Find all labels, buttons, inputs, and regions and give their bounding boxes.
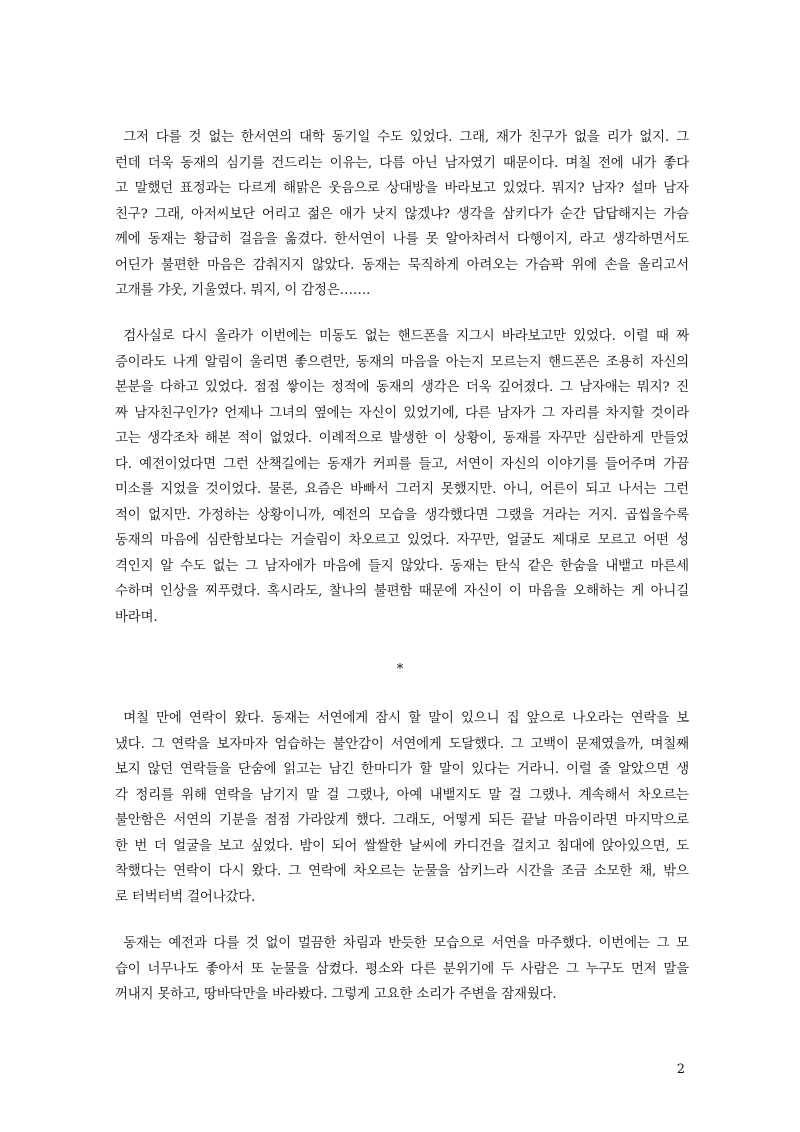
text-line: 로 터벅터벅 걸어나갔다. bbox=[115, 889, 256, 905]
text-line: 적이 없지만. 가정하는 상황이니까, 예전의 모습을 생각했다면 그랬을 거라는 거지. 곱씹을수록 bbox=[115, 507, 689, 523]
text-line: 착했다는 연락이 다시 왔다. 그 연락에 차오르는 눈물을 삼키느라 시간을 조금 소모한 채, 밖으 bbox=[115, 864, 689, 879]
text-line: 고는 생각조차 해본 적이 없었다. 이례적으로 발생한 이 상황이, 동재를 자꾸만 심란하게 만들었 bbox=[115, 431, 689, 446]
text-line: 다. 예전이었다면 그런 산책길에는 동재가 커피를 들고, 서연이 자신의 이야기를 들어주며 가끔 bbox=[115, 456, 689, 472]
text-line: 어딘가 불편한 마음은 감춰지지 않았다. 동재는 묵직하게 아려오는 가슴팍 위에 손을 올리고서 bbox=[115, 257, 689, 273]
text-line: 냈다. 그 연락을 보자마자 엄습하는 불안감이 서연에게 도달했다. 그 고백이 문제였을까, 며칠째 bbox=[115, 736, 689, 752]
paragraph-2 bbox=[115, 324, 689, 630]
paragraph-1 bbox=[115, 125, 689, 304]
section-separator: * bbox=[396, 662, 404, 677]
text-line: 친구? 그래, 아저씨보단 어리고 젊은 애가 낫지 않겠냐? 생각을 삼키다가 순간 답답해지는 가슴 bbox=[115, 206, 689, 222]
text-line: 수하며 인상을 찌푸렸다. 혹시라도, 찰나의 불편함 때문에 자신이 이 마음을 오해하는 게 아니길 bbox=[115, 584, 689, 599]
page-number: 2 bbox=[676, 1062, 685, 1077]
text-line: 보지 않던 연락들을 단숨에 읽고는 남긴 한마디가 할 말이 있다는 거라니. 이럴 줄 알았으면 생 bbox=[115, 762, 689, 777]
text-line: 고개를 갸웃, 기울였다. 뭐지, 이 감정은……. bbox=[115, 283, 371, 298]
text-line: 동재의 마음에 심란함보다는 거슬림이 차오르고 있었다. 자꾸만, 얼굴도 제대로 모르고 어떤 성 bbox=[115, 533, 689, 548]
text-line: 격인지 알 수도 없는 그 남자애가 마음에 들지 않았다. 동재는 탄식 같은 한숨을 내뱉고 마른세 bbox=[115, 558, 689, 574]
text-line: 미소를 지었을 것이었다. 물론, 요즘은 바빠서 그러지 못했지만. 아니, 어른이 되고 나서는 그런 bbox=[115, 482, 689, 497]
text-line: 런데 더욱 동재의 심기를 건드리는 이유는, 다름 아닌 남자였기 때문이다. 며칠 전에 내가 좋다 bbox=[115, 155, 689, 171]
text-line: 습이 너무나도 좋아서 또 눈물을 삼켰다. 평소와 다른 분위기에 두 사람은 그 누구도 먼저 말을 bbox=[115, 961, 689, 977]
text-line: 그저 다를 것 없는 한서연의 대학 동기일 수도 있었다. 그래, 재가 친구가 없을 리가 없지. 그 bbox=[115, 130, 689, 145]
text-line: 며칠 만에 연락이 왔다. 동재는 서연에게 잠시 할 말이 있으니 집 앞으로 나오라는 연락을 보 bbox=[115, 711, 689, 726]
text-line: 각 정리를 위해 연락을 남기지 말 걸 그랬나, 아예 내뱉지도 말 걸 그랬나. 계속해서 차오르는 bbox=[115, 787, 689, 803]
paragraph-4 bbox=[115, 931, 689, 1008]
text-line: 검사실로 다시 올라가 이번에는 미동도 없는 핸드폰을 지그시 바라보고만 있었다. 이럴 때 짜 bbox=[115, 329, 689, 344]
text-line: 본분을 다하고 있었다. 점점 쌓이는 정적에 동재의 생각은 더욱 깊어졌다. 그 남자애는 뭐지? 진 bbox=[115, 380, 689, 395]
text-line: 한 번 더 얼굴을 보고 싶었다. 밤이 되어 쌀쌀한 날씨에 카디건을 걸치고 침대에 앉아있으면, 도 bbox=[115, 838, 689, 854]
paragraph-3 bbox=[115, 706, 689, 910]
text-line: 불안함은 서연의 기분을 점점 가라앉게 했다. 그래도, 어떻게 되든 끝날 마음이라면 마지막으로 bbox=[115, 813, 689, 828]
text-line: 꺼내지 못하고, 땅바닥만을 바라봤다. 그렇게 고요한 소리가 주변을 잠재웠다. bbox=[115, 987, 557, 1002]
text-line: 고 말했던 표정과는 다르게 해맑은 웃음으로 상대방을 바라보고 있었다. 뭐지? 남자? 설마 남자 bbox=[115, 181, 689, 196]
text-line: 께에 동재는 황급히 걸음을 옮겼다. 한서연이 나를 못 알아차려서 다행이지, 라고 생각하면서도 bbox=[115, 232, 689, 247]
text-line: 바라며. bbox=[115, 609, 158, 625]
text-line: 동재는 예전과 다를 것 없이 멀끔한 차림과 반듯한 모습으로 서연을 마주했다. 이번에는 그 모 bbox=[115, 936, 689, 951]
text-line: 증이라도 나게 알림이 울리면 좋으련만, 동재의 마음을 아는지 모르는지 핸드폰은 조용히 자신의 bbox=[115, 354, 689, 370]
text-line: 짜 남자친구인가? 언제나 그녀의 옆에는 자신이 있었기에, 다른 남자가 그 자리를 차지할 것이라 bbox=[115, 405, 689, 421]
